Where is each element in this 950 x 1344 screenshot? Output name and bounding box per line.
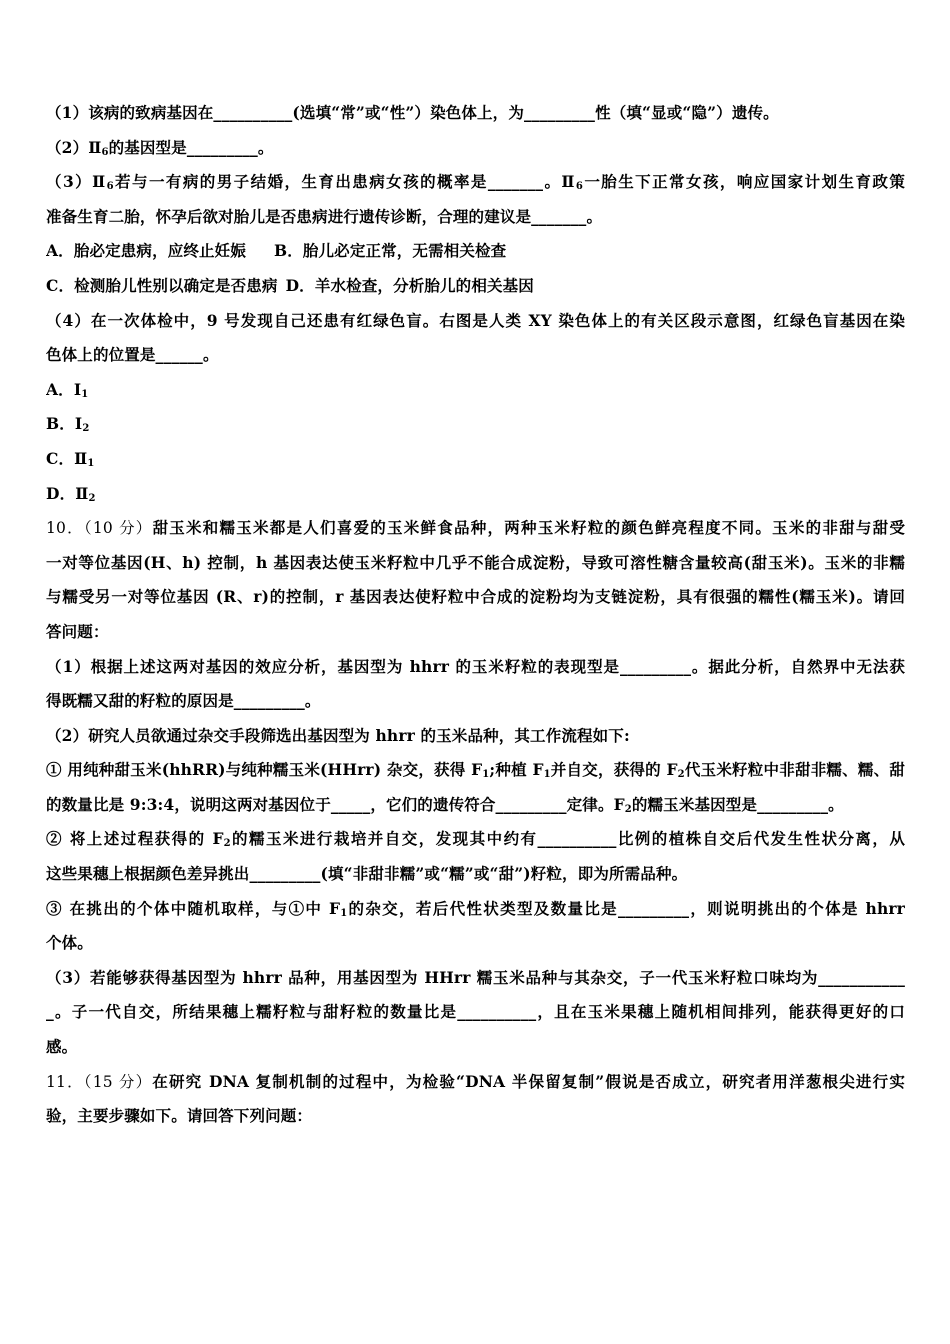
q9-part4-line1: （4）在一次体检中，9 号发现自己还患有红绿色盲。右图是人类 XY 染色体上的有关区段示意图，红绿色盲基因在染 xyxy=(46,310,905,330)
q9-choice-a: A．$I_1$ xyxy=(46,379,89,400)
question-number: 10． xyxy=(46,519,84,538)
q10-step2-line1: ② 将上述过程获得的 $F_2$的糯玉米进行栽培并自交，发现其中约有__________比例的植株自交后代发生性状分离，从 xyxy=(46,829,905,850)
question-number: 11． xyxy=(46,1072,84,1091)
q9-part3-line1: $(3)Ⅱ_6$若与一有病的男子结婚，生育出患病女孩的概率是_______。$Ⅱ_6$一胎生下正常女孩，响应国家计划生育政策 xyxy=(46,172,905,193)
q10-stem-line3: 与糯受另一对等位基因 (R、r)的控制，r 基因表达使籽粒中合成的淀粉均为支链淀粉，具有很强的糯性(糯玉米)。请回 xyxy=(46,587,905,607)
q10-step2-line2: 这些果穗上根据颜色差异挑出_________(填“非甜非糯”或“糯”或“甜”)籽粒，即为所需品种。 xyxy=(46,864,688,884)
q9-part2: $(2)Ⅱ_6$的基因型是_________。 xyxy=(46,137,274,158)
q10-part2-line1: （2）研究人员欲通过杂交手段筛选出基因型为 hhrr 的玉米品种，其工作流程如下: xyxy=(46,725,630,745)
q9-choice-d: D．$Ⅱ_2$ xyxy=(46,483,96,504)
option-b: B．胎儿必定正常，无需相关检查 xyxy=(273,241,507,261)
q10-part1-line1: （1）根据上述这两对基因的效应分析，基因型为 hhrr 的玉米籽粒的表现型是_________。据此分析，自然界中无法获 xyxy=(46,656,905,676)
q10-part3-line1: （3）若能够获得基因型为 hhrr 品种，用基因型为 HHrr 糯玉米品种与其杂交，子一代玉米籽粒口味均为___________ xyxy=(46,967,905,987)
q10-stem-line2: 一对等位基因(H、h) 控制，h 基因表达使玉米籽粒中几乎不能合成淀粉，导致可溶性糖含量较高(甜玉米)。玉米的非糯 xyxy=(46,552,905,572)
q10-step1-line1: ① 用纯种甜玉米(hhRR)与纯种糯玉米(HHrr) 杂交，获得 $F_1$;种植 $F_1$并自交，获得的 $F_2$代玉米籽粒中非甜非糯、糯、甜 xyxy=(46,760,905,781)
question-points: （15 分） xyxy=(83,1072,153,1091)
q10-part3-line3: 感。 xyxy=(46,1037,78,1057)
option-c: C．检测胎儿性别以确定是否患病 xyxy=(46,275,278,295)
q11-stem-line1: 11．（15 分）在研究 DNA 复制机制的过程中，为检验“DNA 半保留复制”假说是否成立，研究者用洋葱根尖进行实 xyxy=(46,1071,905,1091)
q9-part1: （1）该病的致病基因在__________(选填“常”或“性”）染色体上，为_________性（填“显或“隐”）遗传。 xyxy=(46,103,779,122)
option-d: D．羊水检查，分析胎儿的相关基因 xyxy=(285,275,534,295)
option-a: A．胎必定患病，应终止妊娠 xyxy=(46,241,246,261)
q9-part3-line2: 准备生育二胎，怀孕后欲对胎儿是否患病进行遗传诊断，合理的建议是_______。 xyxy=(46,206,603,226)
q10-step3-line1: ③ 在挑出的个体中随机取样，与①中 $F_1$的杂交，若后代性状类型及数量比是_________，则说明挑出的个体是 hhrr xyxy=(46,898,905,919)
q9-options-ab xyxy=(46,234,905,269)
q11-stem-line2: 验，主要步骤如下。请回答下列问题： xyxy=(46,1106,313,1126)
question-points: （10 分） xyxy=(83,519,153,538)
q9-part4-line2: 色体上的位置是______。 xyxy=(46,345,219,365)
q9-choice-b: B．$I_2$ xyxy=(46,414,90,435)
q10-step3-line2: 个体。 xyxy=(46,933,93,953)
q10-stem-line1: 10．（10 分）甜玉米和糯玉米都是人们喜爱的玉米鲜食品种，两种玉米籽粒的颜色鲜亮程度不同。玉米的非甜与甜受 xyxy=(46,518,905,538)
q10-part3-line2: _。子一代自交，所结果穗上糯籽粒与甜籽粒的数量比是__________，且在玉米果穗上随机相间排列，能获得更好的口 xyxy=(46,1002,905,1022)
q10-step1-line2: 的数量比是 9:3:4，说明这两对基因位于_____，它们的遗传符合_________定律。$F_2$的糯玉米基因型是_________。 xyxy=(46,794,844,815)
q10-part1-line2: 得既糯又甜的籽粒的原因是_________。 xyxy=(46,691,321,711)
q9-options-cd xyxy=(46,269,905,304)
q9-choice-c: C．$Ⅱ_1$ xyxy=(46,448,95,469)
q10-stem-line4: 答问题： xyxy=(46,621,109,641)
